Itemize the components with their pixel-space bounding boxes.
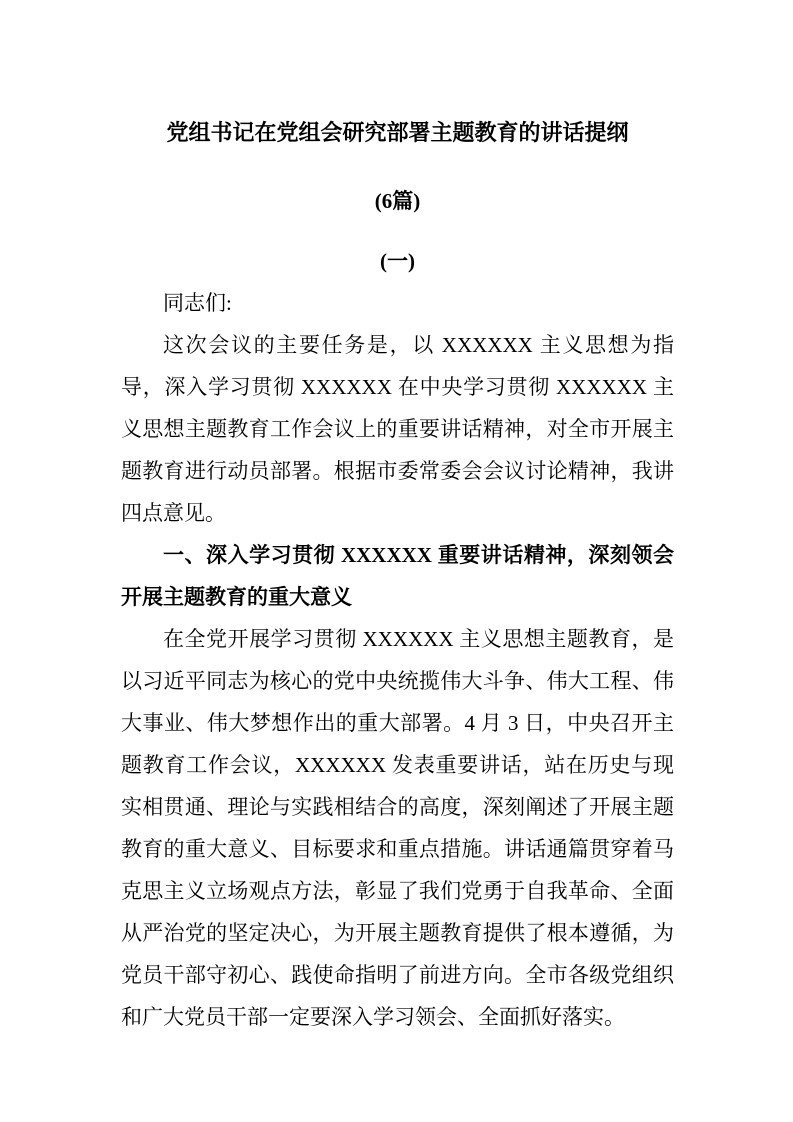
piece-count-subtitle: (6篇)	[374, 189, 421, 213]
section-marker: (一)	[380, 249, 415, 273]
salutation: 同志们:	[163, 291, 232, 315]
body-paragraph-1: 这次会议的主要任务是，以 XXXXXX 主义思想为指导，深入学习贯彻 XXXXXX 在中央学习贯彻 XXXXXX 主义思想主题教育工作会议上的重要讲话精神，对全市开展主题教育进行动员部署。根据市委常委会会议讨论精神，我讲四点意见。	[121, 333, 674, 525]
document-title: 党组书记在党组会研究部署主题教育的讲话提纲	[166, 120, 629, 145]
body-paragraph-2: 在全党开展学习贯彻 XXXXXX 主义思想主题教育，是以习近平同志为核心的党中央统揽伟大斗争、伟大工程、伟大事业、伟大梦想作出的重大部署。4 月 3 日，中央召开主题教育工作会议，XXXXXX 发表重要讲话，站在历史与现实相贯通、理论与实践相结合的高度，深刻阐述了开展主题教育的重大意义、目标要求和重点措施。讲话通篇贯穿着马克思主义立场观点方法，彰显了我们党勇于自我革命、全面从严治党的坚定决心，为开展主题教育提供了根本遵循，为党员干部守初心、践使命指明了前进方向。全市各级党组织和广大党员干部一定要深入学习领会、全面抓好落实。	[121, 627, 674, 1029]
section-heading-1: 一、深入学习贯彻 XXXXXX 重要讲话精神，深刻领会开展主题教育的重大意义	[121, 543, 674, 609]
